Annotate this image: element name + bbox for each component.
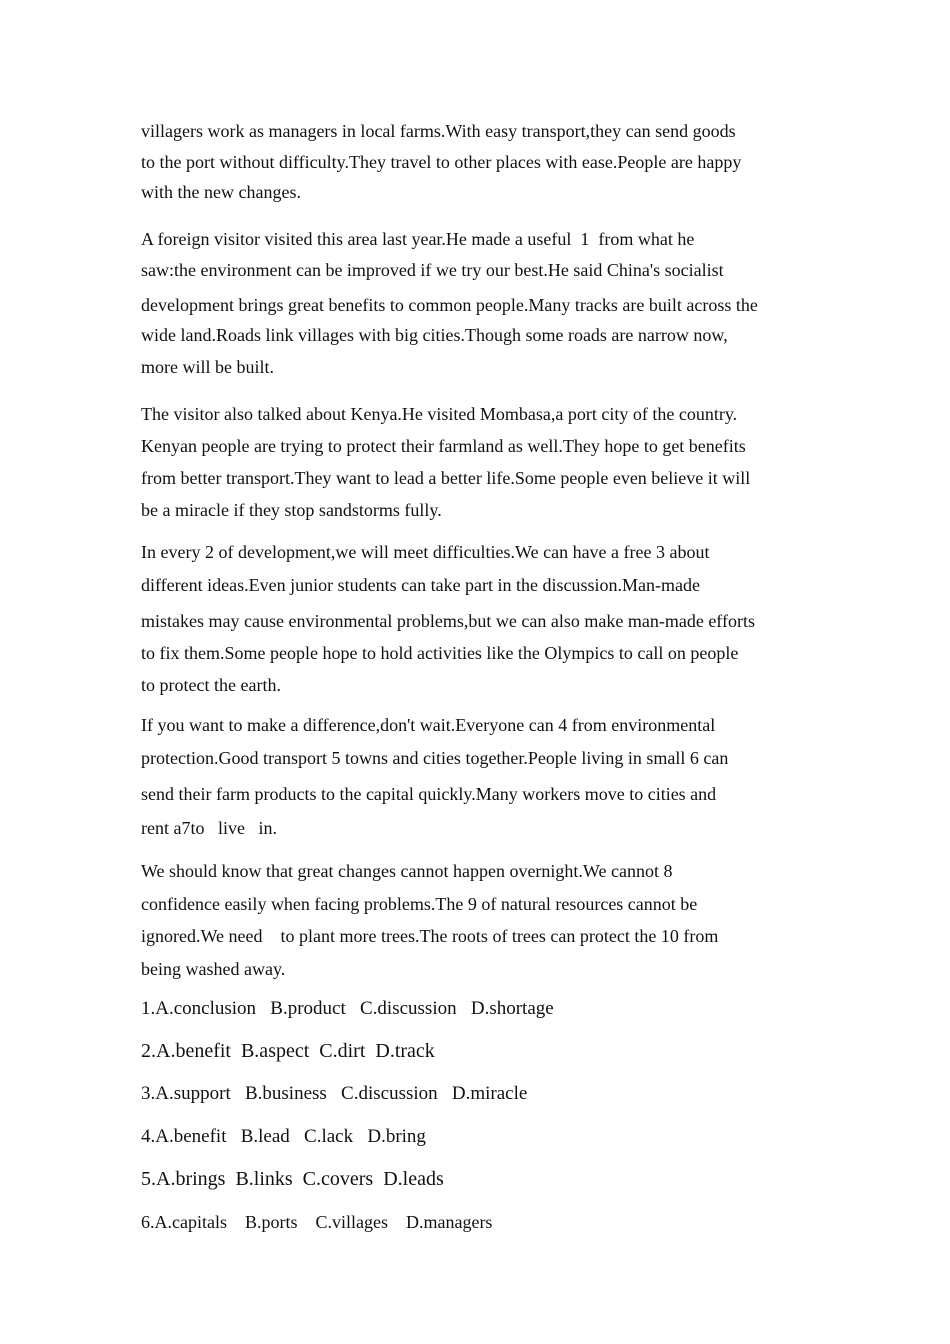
paragraph-line: mistakes may cause environmental problems,but we can also make man-made efforts [141, 611, 755, 631]
paragraph-line: ignored.We need to plant more trees.The roots of trees can protect the 10 from [141, 926, 719, 946]
paragraph-line: from better transport.They want to lead a better life.Some people even believe it will [141, 468, 751, 488]
paragraph-line: development brings great benefits to common people.Many tracks are built across the [141, 295, 758, 315]
paragraph-line: be a miracle if they stop sandstorms fully. [141, 500, 442, 520]
paragraph-line: We should know that great changes cannot happen overnight.We cannot 8 [141, 861, 673, 881]
paragraph-line: being washed away. [141, 959, 286, 979]
option-row-4: 4.A.benefit B.lead C.lack D.bring [141, 1126, 426, 1147]
paragraph-line: with the new changes. [141, 182, 301, 202]
paragraph-line: to the port without difficulty.They travel to other places with ease.People are happy [141, 152, 742, 172]
paragraph-line: rent a7to live in. [141, 818, 277, 838]
paragraph-line: more will be built. [141, 357, 274, 377]
option-row-6: 6.A.capitals B.ports C.villages D.managers [141, 1212, 493, 1232]
paragraph-line: wide land.Roads link villages with big cities.Though some roads are narrow now, [141, 325, 728, 345]
paragraph-line: confidence easily when facing problems.The 9 of natural resources cannot be [141, 894, 698, 914]
paragraph-line: Kenyan people are trying to protect their farmland as well.They hope to get benefits [141, 436, 746, 456]
paragraph-line: The visitor also talked about Kenya.He visited Mombasa,a port city of the country. [141, 404, 738, 424]
option-row-2: 2.A.benefit B.aspect C.dirt D.track [141, 1040, 435, 1062]
paragraph-line: If you want to make a difference,don't wait.Everyone can 4 from environmental [141, 715, 716, 735]
option-row-3: 3.A.support B.business C.discussion D.miracle [141, 1083, 528, 1104]
paragraph-line: different ideas.Even junior students can take part in the discussion.Man-made [141, 575, 701, 595]
paragraph-line: In every 2 of development,we will meet difficulties.We can have a free 3 about [141, 542, 710, 562]
paragraph-line: send their farm products to the capital quickly.Many workers move to cities and [141, 784, 717, 804]
paragraph-line: villagers work as managers in local farms.With easy transport,they can send goods [141, 121, 736, 141]
paragraph-line: protection.Good transport 5 towns and cities together.People living in small 6 can [141, 748, 729, 768]
option-row-5: 5.A.brings B.links C.covers D.leads [141, 1168, 444, 1190]
paragraph-line: saw:the environment can be improved if we try our best.He said China's socialist [141, 260, 724, 280]
paragraph-line: to fix them.Some people hope to hold activities like the Olympics to call on people [141, 643, 739, 663]
paragraph-line: A foreign visitor visited this area last year.He made a useful 1 from what he [141, 229, 695, 249]
option-row-1: 1.A.conclusion B.product C.discussion D.shortage [141, 998, 554, 1019]
paragraph-line: to protect the earth. [141, 675, 281, 695]
